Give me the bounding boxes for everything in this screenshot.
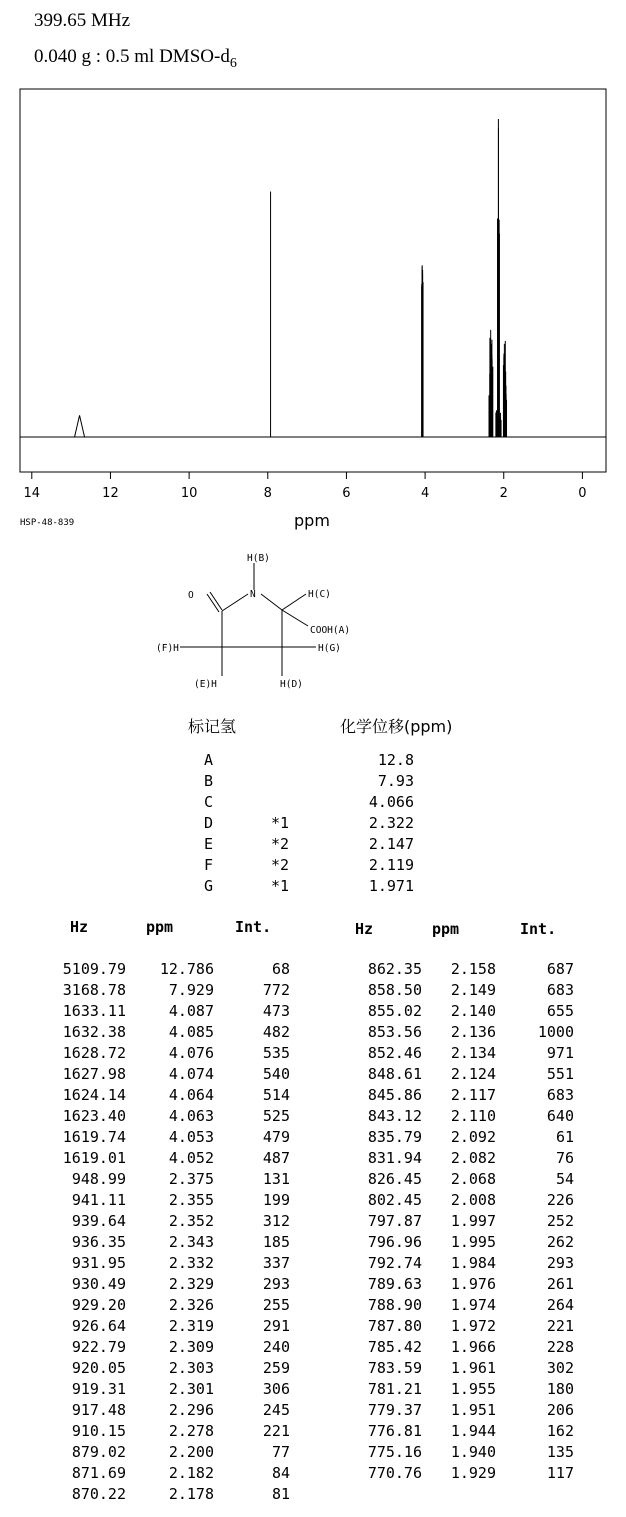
peak-row [0, 1422, 626, 1443]
peak-ppm: 1.974 [450, 1296, 496, 1314]
assignment-note: *1 [271, 814, 290, 832]
peak-hz: 775.16 [367, 1443, 422, 1461]
peak-hz: 948.99 [71, 1170, 126, 1188]
h-g-label: H(G) [318, 643, 341, 654]
peak-hz: 853.56 [367, 1023, 422, 1041]
peak-ppm: 2.352 [168, 1212, 214, 1230]
peak-int: 221 [262, 1422, 290, 1440]
assignment-shift: 1.971 [368, 877, 414, 895]
h-d-label: H(D) [280, 679, 303, 690]
peak-int: 117 [546, 1464, 574, 1482]
peak-ppm: 1.976 [450, 1275, 496, 1293]
peak-hz: 871.69 [71, 1464, 126, 1482]
peak-ppm: 2.068 [450, 1170, 496, 1188]
peak-ppm: 4.063 [168, 1107, 214, 1125]
peak-row [0, 981, 626, 1002]
peak-int: 535 [262, 1044, 290, 1062]
peak-int: 291 [262, 1317, 290, 1335]
peak-ppm: 2.117 [450, 1086, 496, 1104]
peak-header-ppm-right: ppm [432, 920, 460, 938]
plot-frame [20, 89, 606, 472]
peak-ppm: 2.110 [450, 1107, 496, 1125]
peak-row [0, 1233, 626, 1254]
peak-ppm: 4.074 [168, 1065, 214, 1083]
peak-hz: 931.95 [71, 1254, 126, 1272]
peak-hz: 930.49 [71, 1275, 126, 1293]
peak-hz: 781.21 [367, 1380, 422, 1398]
peak-ppm: 1.944 [450, 1422, 496, 1440]
assignment-label: E [204, 835, 214, 853]
peak-int: 199 [262, 1191, 290, 1209]
peak-ppm: 2.124 [450, 1065, 496, 1083]
peak-ppm: 1.995 [450, 1233, 496, 1251]
peak-row [0, 1086, 626, 1107]
peak-row [0, 1359, 626, 1380]
peak-ppm: 2.375 [168, 1170, 214, 1188]
peak-int: 293 [546, 1254, 574, 1272]
peak-hz: 845.86 [367, 1086, 422, 1104]
peak-row [0, 1191, 626, 1212]
x-tick-label: 6 [342, 486, 351, 501]
e-h-label: (E)H [194, 679, 217, 690]
peak-int: 262 [546, 1233, 574, 1251]
peak-int: 772 [262, 981, 290, 999]
peak-int: 245 [262, 1401, 290, 1419]
spectrum-peak [75, 415, 85, 437]
peak-int: 185 [262, 1233, 290, 1251]
peak-int: 479 [262, 1128, 290, 1146]
peak-int: 1000 [537, 1023, 574, 1041]
peak-hz: 843.12 [367, 1107, 422, 1125]
peak-int: 514 [262, 1086, 290, 1104]
peak-hz: 835.79 [367, 1128, 422, 1146]
peak-row [0, 1317, 626, 1338]
spectrum-peaks [75, 119, 507, 437]
peak-hz: 941.11 [71, 1191, 126, 1209]
peak-hz: 870.22 [71, 1485, 126, 1503]
assignment-row [0, 751, 626, 772]
molecule-structure [150, 550, 390, 700]
peak-int: 540 [262, 1065, 290, 1083]
peak-int: 302 [546, 1359, 574, 1377]
peak-hz: 776.81 [367, 1422, 422, 1440]
peak-ppm: 2.140 [450, 1002, 496, 1020]
peak-int: 683 [546, 981, 574, 999]
peak-hz: 826.45 [367, 1170, 422, 1188]
peak-ppm: 2.329 [168, 1275, 214, 1293]
peak-row [0, 1401, 626, 1422]
peak-int: 640 [546, 1107, 574, 1125]
peak-ppm: 2.134 [450, 1044, 496, 1062]
x-axis-label: ppm [294, 511, 330, 530]
peak-row [0, 1107, 626, 1128]
peak-hz: 797.87 [367, 1212, 422, 1230]
assignment-shift: 2.147 [368, 835, 414, 853]
assignment-row [0, 835, 626, 856]
peak-hz: 802.45 [367, 1191, 422, 1209]
peak-int: 337 [262, 1254, 290, 1272]
peak-ppm: 2.332 [168, 1254, 214, 1272]
peak-ppm: 2.319 [168, 1317, 214, 1335]
peak-int: 68 [271, 960, 290, 978]
peak-ppm: 4.053 [168, 1128, 214, 1146]
peak-int: 255 [262, 1296, 290, 1314]
peak-hz: 796.96 [367, 1233, 422, 1251]
peak-row [0, 1170, 626, 1191]
peak-int: 54 [555, 1170, 574, 1188]
peak-int: 77 [271, 1443, 290, 1461]
peak-int: 180 [546, 1380, 574, 1398]
peak-int: 261 [546, 1275, 574, 1293]
peak-row [0, 1464, 626, 1485]
assignment-row [0, 814, 626, 835]
peak-int: 687 [546, 960, 574, 978]
peak-ppm: 2.149 [450, 981, 496, 999]
nitrogen-label: N [250, 589, 256, 600]
peak-ppm: 1.940 [450, 1443, 496, 1461]
peak-ppm: 2.158 [450, 960, 496, 978]
peak-hz: 1619.01 [62, 1149, 126, 1167]
peak-hz: 919.31 [71, 1380, 126, 1398]
assignment-row [0, 856, 626, 877]
peak-header-int-right: Int. [520, 920, 557, 938]
peak-row [0, 960, 626, 981]
assignment-note: *2 [271, 835, 290, 853]
peak-ppm: 1.929 [450, 1464, 496, 1482]
peak-ppm: 2.136 [450, 1023, 496, 1041]
peak-ppm: 1.961 [450, 1359, 496, 1377]
peak-row [0, 1002, 626, 1023]
peak-ppm: 1.997 [450, 1212, 496, 1230]
peak-ppm: 2.008 [450, 1191, 496, 1209]
peak-row [0, 1065, 626, 1086]
peak-ppm: 1.951 [450, 1401, 496, 1419]
x-tick-label: 10 [180, 486, 198, 501]
assignment-note: *2 [271, 856, 290, 874]
assignment-label: D [204, 814, 214, 832]
peak-row [0, 1296, 626, 1317]
peak-hz: 1627.98 [62, 1065, 126, 1083]
peak-ppm: 2.326 [168, 1296, 214, 1314]
peak-int: 264 [546, 1296, 574, 1314]
spectrometer-frequency: 399.65 MHz [34, 10, 131, 31]
peak-ppm: 2.092 [450, 1128, 496, 1146]
peak-hz: 936.35 [71, 1233, 126, 1251]
h-c-label: H(C) [308, 589, 331, 600]
peak-hz: 922.79 [71, 1338, 126, 1356]
peak-hz: 862.35 [367, 960, 422, 978]
spectrum-code: HSP-48-839 [20, 518, 75, 528]
peak-hz: 789.63 [367, 1275, 422, 1293]
h-b-label: H(B) [247, 553, 270, 564]
peak-ppm: 2.182 [168, 1464, 214, 1482]
peak-int: 525 [262, 1107, 290, 1125]
peak-ppm: 1.984 [450, 1254, 496, 1272]
peak-hz: 855.02 [367, 1002, 422, 1020]
peak-int: 61 [555, 1128, 574, 1146]
assignment-row [0, 772, 626, 793]
peak-ppm: 4.076 [168, 1044, 214, 1062]
peak-int: 76 [555, 1149, 574, 1167]
peak-row [0, 1443, 626, 1464]
peak-hz: 1624.14 [62, 1086, 126, 1104]
peak-hz: 858.50 [367, 981, 422, 999]
peak-hz: 1619.74 [62, 1128, 126, 1146]
peak-hz: 831.94 [367, 1149, 422, 1167]
peak-row [0, 1485, 626, 1506]
peak-int: 252 [546, 1212, 574, 1230]
peak-ppm: 2.278 [168, 1422, 214, 1440]
peak-int: 135 [546, 1443, 574, 1461]
nmr-spectrum [0, 0, 626, 500]
peak-header-hz-right: Hz [355, 920, 374, 938]
sample-subscript: 6 [229, 55, 237, 71]
x-tick-label: 14 [23, 486, 41, 501]
peak-int: 482 [262, 1023, 290, 1041]
peak-hz: 920.05 [71, 1359, 126, 1377]
peak-row [0, 1023, 626, 1044]
x-tick-label: 4 [420, 486, 430, 501]
peak-int: 131 [262, 1170, 290, 1188]
peak-hz: 939.64 [71, 1212, 126, 1230]
assignment-shift: 2.119 [368, 856, 414, 874]
peak-ppm: 4.087 [168, 1002, 214, 1020]
peak-ppm: 12.786 [159, 960, 214, 978]
peak-hz: 1623.40 [62, 1107, 126, 1125]
assignment-shift: 7.93 [377, 772, 414, 790]
peak-row [0, 1380, 626, 1401]
peak-ppm: 2.343 [168, 1233, 214, 1251]
x-tick-label: 8 [263, 486, 272, 501]
f-h-label: (F)H [156, 643, 179, 654]
peak-hz: 3168.78 [62, 981, 126, 999]
peak-hz: 1633.11 [62, 1002, 126, 1020]
peak-header-int-left: Int. [235, 918, 272, 936]
peak-ppm: 2.200 [168, 1443, 214, 1461]
peak-hz: 917.48 [71, 1401, 126, 1419]
assignment-shift: 4.066 [368, 793, 414, 811]
peak-header-hz-left: Hz [70, 918, 89, 936]
peak-int: 221 [546, 1317, 574, 1335]
peak-ppm: 7.929 [168, 981, 214, 999]
peak-ppm: 2.082 [450, 1149, 496, 1167]
peak-row [0, 1275, 626, 1296]
peak-hz: 792.74 [367, 1254, 422, 1272]
assignment-label: F [204, 856, 214, 874]
peak-ppm: 4.064 [168, 1086, 214, 1104]
peak-hz: 5109.79 [62, 960, 126, 978]
peak-hz: 783.59 [367, 1359, 422, 1377]
peak-row [0, 1338, 626, 1359]
peak-row [0, 1212, 626, 1233]
assignment-row [0, 877, 626, 898]
peak-int: 551 [546, 1065, 574, 1083]
sample-text: 0.040 g : 0.5 ml DMSO-d [34, 46, 230, 67]
assignment-label: G [204, 877, 214, 895]
x-tick-label: 12 [102, 486, 119, 501]
peak-int: 240 [262, 1338, 290, 1356]
peak-hz: 787.80 [367, 1317, 422, 1335]
peak-int: 683 [546, 1086, 574, 1104]
peak-int: 206 [546, 1401, 574, 1419]
peak-ppm: 2.296 [168, 1401, 214, 1419]
peak-int: 306 [262, 1380, 290, 1398]
peak-int: 162 [546, 1422, 574, 1440]
assignment-label: A [204, 751, 214, 769]
peak-hz: 910.15 [71, 1422, 126, 1440]
assignment-label: B [204, 772, 214, 790]
cooh-a-label: COOH(A) [310, 625, 351, 636]
peak-ppm: 2.355 [168, 1191, 214, 1209]
peak-row [0, 1254, 626, 1275]
assignment-header-shift: 化学位移(ppm) [340, 717, 453, 736]
peak-ppm: 1.955 [450, 1380, 496, 1398]
assignment-label: C [204, 793, 214, 811]
peak-hz: 926.64 [71, 1317, 126, 1335]
assignment-shift: 12.8 [377, 751, 414, 769]
peak-ppm: 1.972 [450, 1317, 496, 1335]
peak-int: 84 [271, 1464, 290, 1482]
peak-ppm: 2.309 [168, 1338, 214, 1356]
assignment-row [0, 793, 626, 814]
peak-int: 655 [546, 1002, 574, 1020]
peak-hz: 1628.72 [62, 1044, 126, 1062]
peak-int: 971 [546, 1044, 574, 1062]
peak-int: 81 [271, 1485, 290, 1503]
peak-hz: 848.61 [367, 1065, 422, 1083]
peak-header-ppm-left: ppm [146, 918, 174, 936]
peak-hz: 852.46 [367, 1044, 422, 1062]
peak-hz: 1632.38 [62, 1023, 126, 1041]
assignment-shift: 2.322 [368, 814, 414, 832]
peak-row [0, 1149, 626, 1170]
peak-hz: 879.02 [71, 1443, 126, 1461]
peak-int: 293 [262, 1275, 290, 1293]
peak-int: 259 [262, 1359, 290, 1377]
x-axis-ticks [32, 472, 583, 479]
peak-int: 226 [546, 1191, 574, 1209]
peak-ppm: 2.178 [168, 1485, 214, 1503]
peak-ppm: 1.966 [450, 1338, 496, 1356]
peak-int: 228 [546, 1338, 574, 1356]
oxygen-label: O [188, 590, 194, 601]
peak-hz: 779.37 [367, 1401, 422, 1419]
peak-row [0, 1044, 626, 1065]
peak-hz: 785.42 [367, 1338, 422, 1356]
assignment-header-label: 标记氢 [188, 717, 237, 736]
x-tick-label: 0 [578, 486, 587, 501]
peak-hz: 788.90 [367, 1296, 422, 1314]
peak-ppm: 4.085 [168, 1023, 214, 1041]
peak-hz: 929.20 [71, 1296, 126, 1314]
peak-int: 487 [262, 1149, 290, 1167]
peak-row [0, 1128, 626, 1149]
peak-ppm: 2.301 [168, 1380, 214, 1398]
peak-ppm: 2.303 [168, 1359, 214, 1377]
peak-int: 312 [262, 1212, 290, 1230]
assignment-note: *1 [271, 877, 290, 895]
peak-int: 473 [262, 1002, 290, 1020]
peak-ppm: 4.052 [168, 1149, 214, 1167]
peak-hz: 770.76 [367, 1464, 422, 1482]
x-tick-label: 2 [499, 486, 508, 501]
